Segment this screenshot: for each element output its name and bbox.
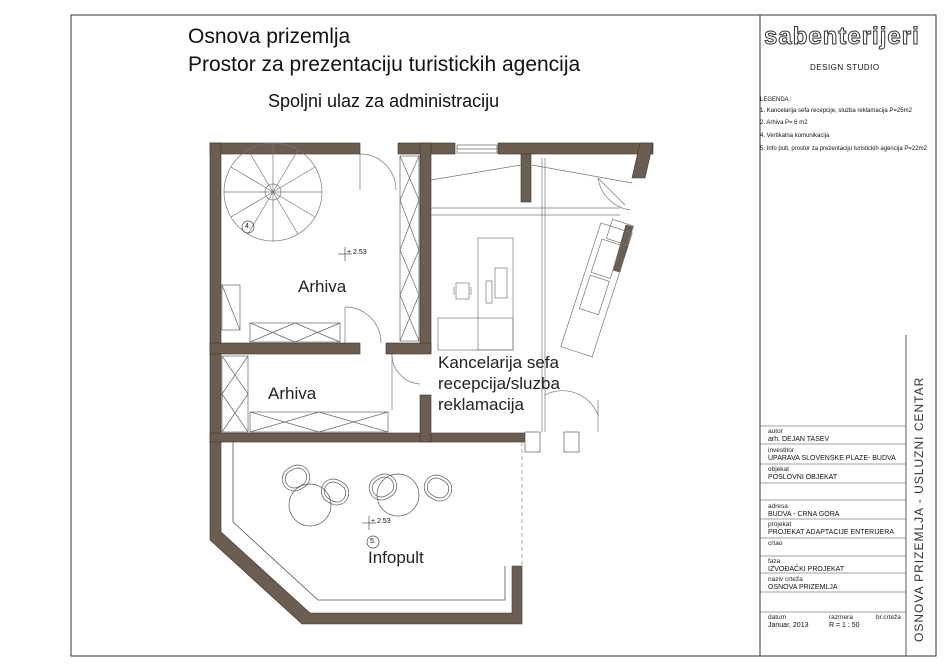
arhiva-shelving: [222, 156, 419, 342]
legend-item-4: 5. Info pult, prostor za prezentaciju turistickih agencija P=22m2: [760, 146, 927, 152]
room-arhiva-top: Arhiva: [298, 277, 347, 296]
objekat-label: objekat: [768, 466, 789, 473]
level-top: + 2.53: [347, 249, 367, 256]
entrance-label: Spoljni ulaz za administraciju: [268, 91, 500, 111]
legend-title: LEGENDA :: [760, 97, 792, 103]
brcrteza-label: br.crteža: [876, 614, 901, 621]
investitor-label: investitor: [768, 447, 795, 454]
room-office-line3: reklamacija: [438, 395, 524, 414]
vertical-title: OSNOVA PRIZEMLJA - USLUZNI CENTAR: [912, 376, 926, 642]
room-office-line2: recepcija/sluzba: [438, 374, 560, 393]
razmera-value: R = 1 : 50: [829, 622, 860, 629]
title-line1: Osnova prizemlja: [188, 25, 351, 48]
faza-value: IZVOĐAČKI PROJEKAT: [768, 566, 845, 573]
info-number: 5.: [370, 538, 376, 545]
tables-chairs: [278, 461, 456, 526]
crtao-label: crtao: [768, 540, 783, 547]
room-infopult: Infopult: [368, 548, 424, 567]
autor-label: autor: [768, 428, 783, 435]
level-bottom: + 2.53: [371, 518, 391, 525]
projekat-value: PROJEKAT ADAPTACIJE ENTERIJERA: [768, 529, 895, 536]
spiral-stair: [224, 143, 322, 241]
brand-logo: sabenterijeri: [764, 23, 920, 50]
naziv-label: naziv crteža: [768, 576, 803, 583]
datum-value: Januar, 2013: [768, 622, 809, 629]
faza-label: faza: [768, 558, 781, 565]
studio-label: DESIGN STUDIO: [810, 63, 880, 72]
title-line2: Prostor za prezentaciju turistickih agencija: [188, 53, 581, 76]
legend-item-1: 1. Kancelarija sefa recepcije, sluzba reklamacija P=25m2: [760, 108, 912, 114]
naziv-value: OSNOVA PRIZEMLJA: [768, 584, 838, 591]
razmera-label: razmera: [829, 614, 853, 621]
objekat-value: POSLOVNI OBJEKAT: [768, 474, 838, 481]
investitor-value: UPARAVA SLOVENSKE PLAZE- BUDVA: [768, 455, 896, 462]
legend-item-2: 2. Arhiva P= 6 m2: [760, 120, 808, 126]
entry-panel: [457, 145, 497, 153]
room-office-line1: Kancelarija sefa: [438, 353, 559, 372]
adresa-value: BUDVA - CRNA GORA: [768, 511, 840, 518]
autor-value: arh. DEJAN TASEV: [768, 436, 830, 443]
datum-label: datum: [768, 614, 787, 621]
legend-item-3: 4. Vertikalna komunikacija: [760, 133, 830, 139]
adresa-label: adresa: [768, 503, 788, 510]
room-arhiva-bottom: Arhiva: [268, 384, 317, 403]
stair-number: 4.: [245, 223, 251, 230]
projekat-label: projekat: [768, 521, 792, 528]
